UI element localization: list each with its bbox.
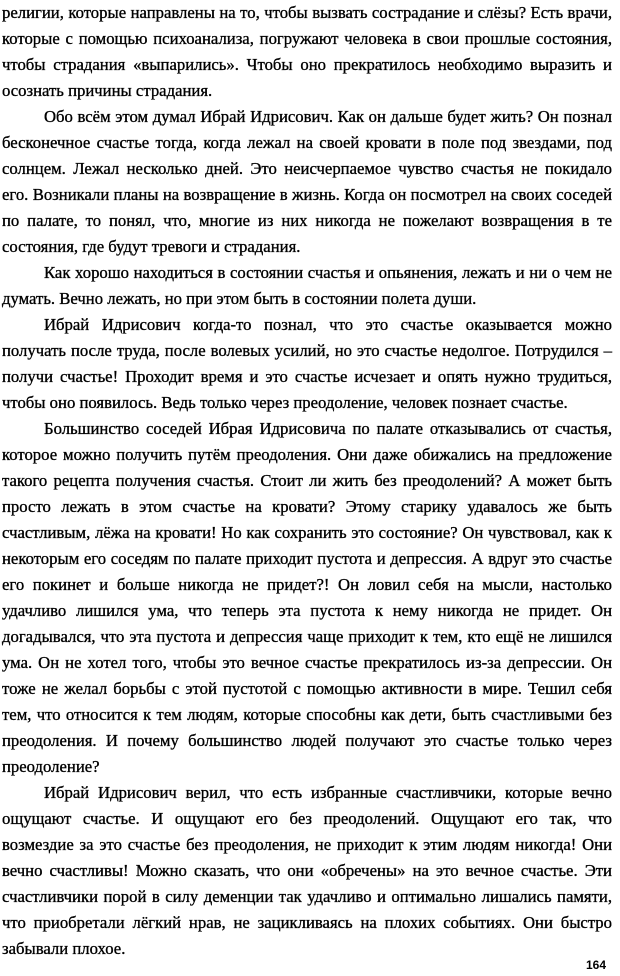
paragraph: Как хорошо находиться в состоянии счастья и опьянения, лежать и ни о чем не думать. Вечно лежать, но при этом быть в состоянии полета души. [2, 263, 612, 308]
paragraph: Ибрай Идрисович верил, что есть избранные счастливчики, которые вечно ощущают счастье. И ощущают его без преодолений. Ощущают его так, что возмездие за это счастье без преодоления, не приходит к этим людям никогда! Они вечно счастливы! Можно сказать, что они «обречены» на это вечное счастье. Эти счастливчики порой в силу деменции так удачливо и оптимально лишались памяти, что приобретали лёгкий нрав, не зацикливаясь на плохих событиях. Они быстро забывали плохое. [2, 783, 612, 958]
body-text [2, 0, 612, 962]
paragraph: Обо всём этом думал Ибрай Идрисович. Как он дальше будет жить? Он познал бесконечное счастье тогда, когда лежал на своей кровати в поле под звездами, под солнцем. Лежал несколько дней. Это неисчерпаемое чувство счастья не покидало его. Возникали планы на возвращение в жизнь. Когда он посмотрел на своих соседей по палате, то понял, что, многие из них никогда не пожелают возвращения в те состояния, где будут тревоги и страдания. [2, 107, 612, 256]
paragraph: Большинство соседей Ибрая Идрисовича по палате отказывались от счастья, которое можно получить путём преодоления. Они даже обижались на предложение такого рецепта получения счастья. Стоит ли жить без преодолений? А может быть просто лежать в этом счастье на кровати? Этому старику удавалось же быть счастливым, лёжа на кровати! Но как сохранить это состояние? Он чувствовал, как к некоторым его соседям по палате приходит пустота и депрессия. А вдруг это счастье его покинет и больше никогда не придет?! Он ловил себя на мысли, настолько удачливо лишился ума, что теперь эта пустота к нему никогда не придет. Он догадывался, что эта пустота и депрессия чаще приходит к тем, кто ещё не лишился ума. Он не хотел того, чтобы это вечное счастье прекратилось из-за депрессии. Он тоже не желал борьбы с этой пустотой с помощью активности в мире. Тешил себя тем, что относится к тем людям, которые способны как дети, быть счастливыми без преодоления. И почему большинство людей получают это счастье только через преодоление? [2, 419, 612, 776]
page-number: 164 [585, 958, 606, 972]
paragraph: Ибрай Идрисович когда-то познал, что это счастье оказывается можно получать после труда, после волевых усилий, но это счастье недолгое. Потрудился – получи счастье! Проходит время и это счастье исчезает и опять нужно трудиться, чтобы оно появилось. Ведь только через преодоление, человек познает счастье. [2, 315, 612, 412]
paragraph-continuation: религии, которые направлены на то, чтобы вызвать сострадание и слёзы? Есть врачи, которые с помощью психоанализа, погружают человека в свои прошлые состояния, чтобы страдания «выпарились». Чтобы оно прекратилось необходимо выразить и осознать причины страдания. [2, 3, 612, 100]
